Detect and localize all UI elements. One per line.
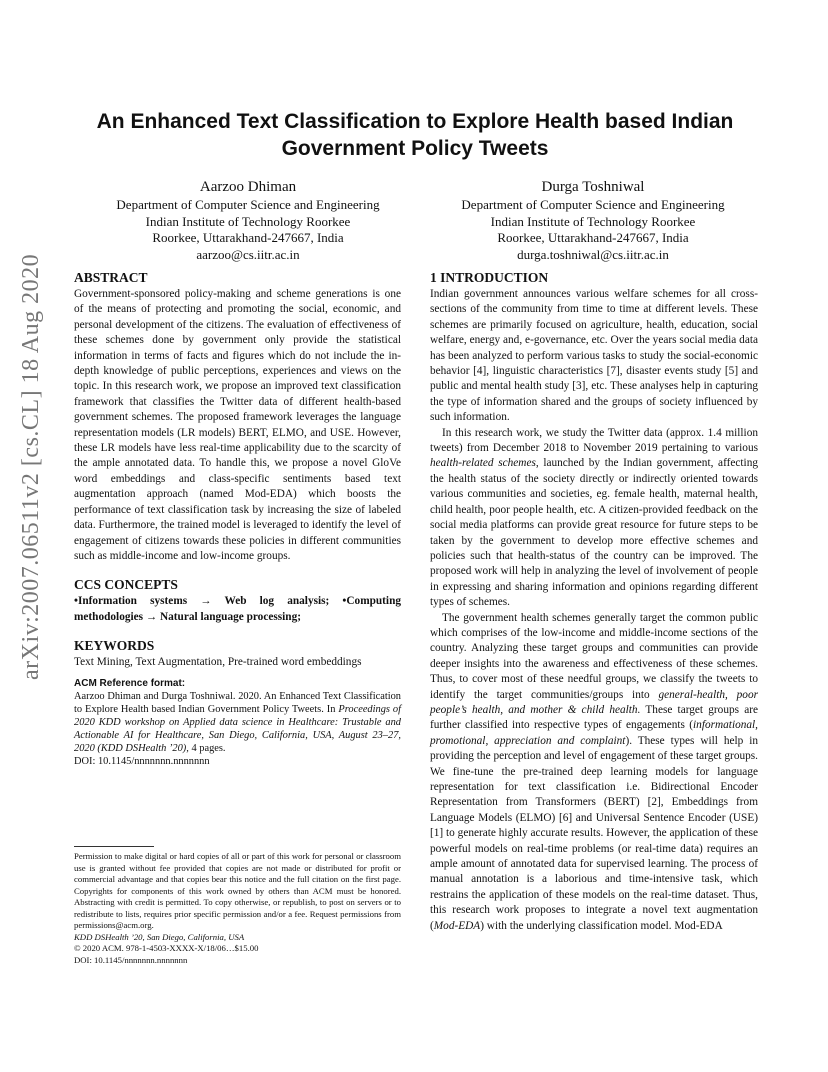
intro-paragraph-1: Indian government announces various welfare schemes for all cross-sections of the community from time to time at different levels. These schemes are primarily focused on agriculture, health, education, social welfare, energy and, e-governance, etc. Over the years social media data has been analyzed to perform various tasks to study the social-economic behavior [4], linguistic characteristics [7], disaster events study [5] and public and mental health study [3], etc. These analyses help in capturing the type of information shared and the groups of society influenced by such information. <box>430 288 758 424</box>
arxiv-identifier: arXiv:2007.06511v2 [cs.CL] 18 Aug 2020 <box>18 253 44 680</box>
author-block-2 <box>428 178 758 263</box>
introduction-heading: 1 INTRODUCTION <box>430 270 549 285</box>
intro-paragraph-3: The government health schemes generally target the common public which comprises of the low-income and middle-income sections of the country. Analyzing these target groups and communities can provide deeper insights into the awareness and effectiveness of these schemes. Thus, to cover most of these needful groups, we classify the tweets to identify the target communities/groups into general-health, poor people’s health, and mother & child health. These target groups are further classified into respective types of engagements (informational, promotional, appreciation and complaint). These types will help in providing the perception and level of engagement of these target groups. We fine-tune the pre-trained deep learning models for language representation for text classification i.e. Bidirectional Encoder Representation from Transformers (BERT) [2], Embeddings from Language Models (ELMO) [6] and Universal Sentence Encoder (USE) [1] to generate highly accurate results. However, the application of these powerful models on real-time problems (or real-time data) requires an ample amount of annotated data for supervised learning. The process of manual annotation is a laborious and time-intensive task, which restrains the application of these models on the real-time dataset. Thus, this research work proposes to integrate a novel text augmentation (Mod-EDA) with the underlying classification model. Mod-EDA <box>430 611 758 932</box>
footnote-doi: DOI: 10.1145/nnnnnnn.nnnnnnn <box>74 954 188 965</box>
ccs-text: •Information systems → Web log analysis; •Computing methodologies → Natural language processing; <box>74 595 401 623</box>
footnote-venue: KDD DSHealth ’20, San Diego, California, USA <box>74 931 245 942</box>
author-email[interactable]: durga.toshniwal@cs.iitr.ac.in <box>517 246 669 262</box>
abstract-heading: ABSTRACT <box>74 270 148 285</box>
permission-text: Permission to make digital or hard copies of all or part of this work for personal or classroom use is granted without fee provided that copies are not made or distributed for profit or commercial advantage and that copies bear this notice and the full citation on the first page. Copyrights for components of this work owned by others than ACM must be honored. Abstracting with credit is permitted. To copy otherwise, or republish, to post on servers or to redistribute to lists, requires prior specific permission and/or a fee. Request permissions from permissions@acm.org. <box>74 851 401 930</box>
acm-reference-heading: ACM Reference format: <box>74 677 186 689</box>
author-block-1 <box>74 178 422 263</box>
author-address: Roorkee, Uttarakhand-247667, India <box>497 230 689 245</box>
author-department: Department of Computer Science and Engineering <box>116 197 380 212</box>
author-name: Durga Toshniwal <box>541 179 645 195</box>
permission-footnote <box>74 851 401 966</box>
right-column <box>430 269 758 934</box>
author-name: Aarzoo Dhiman <box>199 179 297 195</box>
acm-reference-text: Aarzoo Dhiman and Durga Toshniwal. 2020. An Enhanced Text Classification to Explore Health based Indian Government Policy Tweets. In <box>74 690 401 715</box>
author-address: Roorkee, Uttarakhand-247667, India <box>152 230 344 245</box>
ccs-heading: CCS CONCEPTS <box>74 577 178 593</box>
footnote-copyright: © 2020 ACM. 978-1-4503-XXXX-X/18/06…$15.00 <box>74 943 259 953</box>
author-institution: Indian Institute of Technology Roorkee <box>490 213 696 229</box>
intro-paragraph-2: In this research work, we study the Twitter data (approx. 1.4 million tweets) from December 2018 to November 2019 pertaining to various health-related schemes, launched by the Indian government, affecting the health status of the society directly or indirectly oriented towards various communities and societies, eg. female health, maternal health, child health, poor people health, etc. A citizen-provided feedback on the social media platforms can provide great resource for future steps to be taken by the government to develop more effective schemes and policies such that health-status of the country can be improved. The proposed work will help in analyzing the level of involvement of people in expressing and sharing information and opinions regarding different types of schemes. <box>430 426 758 609</box>
paper-title: An Enhanced Text Classification to Explore Health based Indian Government Policy Tweets <box>96 110 734 160</box>
author-institution: Indian Institute of Technology Roorkee <box>145 213 351 229</box>
author-department: Department of Computer Science and Engineering <box>461 197 725 212</box>
acm-reference <box>74 677 401 768</box>
left-column <box>74 269 401 768</box>
acm-reference-pages: 4 pages. <box>188 742 226 754</box>
footnote-rule <box>74 846 154 847</box>
acm-reference-venue: Proceedings of 2020 KDD workshop on Applied data science in Healthcare: Trustable and Actionable AI for Healthcare, San Diego, California, USA, August 23–27, 2020 (KDD DSHealth ’20), <box>74 703 401 754</box>
keywords-heading: KEYWORDS <box>74 638 155 654</box>
acm-reference-doi: DOI: 10.1145/nnnnnnn.nnnnnnn <box>74 755 210 767</box>
author-email[interactable]: aarzoo@cs.iitr.ac.in <box>196 246 300 262</box>
abstract-text: Government-sponsored policy-making and scheme generations is one of the means of protecting and promoting the social, economic, and personal development of the citizens. The evaluation of effectiveness of these schemes done by government only provide the statistical information in terms of facts and figures which do not include the in-depth knowledge of public perceptions, experiences and views on the topic. In this research work, we propose an improved text classification framework that classifies the Twitter data of different health-based government schemes. The proposed framework leverages the language representation models (LR models) BERT, ELMO, and USE. However, these LR models have less real-time applicability due to the scarcity of the ample annotated data. To handle this, we propose a novel GloVe word embeddings and class-specific sentiments based text augmentation approach (named Mod-EDA) which boosts the performance of text classification task by increasing the size of labeled data. Furthermore, the trained model is leveraged to identify the level of engagement of citizens towards these policies in different communities such as middle-income and low-income groups. <box>74 288 401 562</box>
keywords-text: Text Mining, Text Augmentation, Pre-trained word embeddings <box>74 656 362 669</box>
